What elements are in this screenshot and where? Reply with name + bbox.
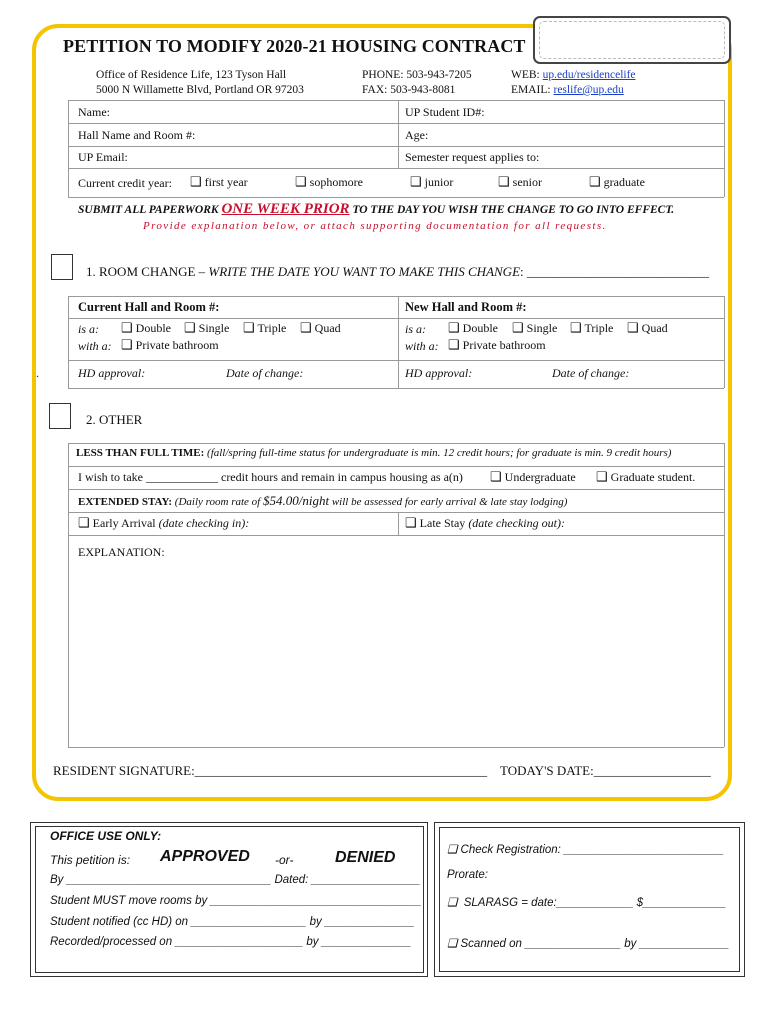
checkbox-icon: ❑: [410, 174, 422, 189]
checkbox-icon: ❑: [184, 320, 196, 335]
checkbox-sophomore[interactable]: [295, 174, 363, 190]
current-is-a: is a:: [78, 322, 99, 336]
checkbox-icon: ❑: [447, 897, 458, 909]
web-label: WEB:: [511, 69, 540, 81]
current-private-bath-checkbox[interactable]: [121, 337, 219, 353]
credit-year-label: Current credit year:: [78, 176, 172, 190]
divider: [68, 168, 724, 169]
checkbox-label: sophomore: [309, 175, 363, 189]
name-field[interactable]: Name:: [78, 105, 110, 119]
checkbox-label: Check Registration: _________________________: [460, 844, 724, 856]
checkbox-graduate[interactable]: [589, 174, 645, 190]
prorate-label: Prorate:: [447, 869, 488, 881]
checkbox-icon: ❑: [121, 320, 133, 335]
margin-dot: .: [36, 366, 39, 380]
checkbox-label: Private bathroom: [462, 338, 546, 352]
ext-note-b: will be assessed for early arrival & late stay lodging): [329, 496, 568, 508]
slarasg-checkbox[interactable]: [447, 895, 726, 909]
graduate-student-checkbox[interactable]: [596, 469, 695, 485]
approved-option[interactable]: APPROVED: [160, 848, 250, 865]
notice-emphasis: ONE WEEK PRIOR: [221, 201, 350, 217]
credit-hours-statement[interactable]: I wish to take ____________ credit hours and remain in campus housing as a(n): [78, 470, 463, 484]
divider: [68, 197, 724, 198]
divider: [68, 489, 724, 490]
divider: [68, 100, 724, 101]
notice-line2: Provide explanation below, or attach supporting documentation for all requests.: [143, 220, 607, 232]
divider: [68, 100, 69, 197]
new-private-bath-checkbox[interactable]: [448, 337, 546, 353]
checkbox-label: Late Stay: [419, 516, 466, 530]
new-double-checkbox[interactable]: [448, 320, 498, 336]
office-address-line2: 5000 N Willamette Blvd, Portland OR 97203: [96, 84, 304, 96]
new-single-checkbox[interactable]: [512, 320, 557, 336]
checkbox-icon: ❑: [190, 174, 202, 189]
late-stay-checkbox[interactable]: [405, 515, 565, 531]
resident-signature-field[interactable]: RESIDENT SIGNATURE:_____________________________________________: [53, 763, 488, 778]
ltft-note: (fall/spring full-time status for undergraduate is min. 12 credit hours; for graduate is min. 9 credit hours): [207, 447, 672, 459]
divider: [68, 466, 724, 467]
checkbox-icon: ❑: [295, 174, 307, 189]
divider: [68, 535, 724, 536]
checkbox-icon: ❑: [490, 469, 502, 484]
checkbox-label: Quad: [641, 321, 668, 335]
age-field[interactable]: Age:: [405, 128, 429, 142]
divider: [68, 296, 724, 297]
new-is-a: is a:: [405, 322, 426, 336]
received-stamp-inner: [539, 21, 725, 59]
current-single-checkbox[interactable]: [184, 320, 229, 336]
checkbox-icon: ❑: [300, 320, 312, 335]
checkbox-label: junior: [424, 175, 454, 189]
early-arrival-checkbox[interactable]: [78, 515, 249, 531]
other-checkbox[interactable]: [49, 403, 71, 429]
section1-heading: [86, 264, 709, 280]
checkbox-icon: ❑: [512, 320, 524, 335]
checkbox-label: Early Arrival: [92, 516, 156, 530]
explanation-label: EXPLANATION:: [78, 545, 165, 559]
new-hall-label[interactable]: New Hall and Room #:: [405, 300, 527, 314]
late-stay-note: (date checking out):: [468, 516, 565, 530]
office-use-heading: OFFICE USE ONLY:: [50, 829, 162, 843]
divider: [68, 388, 724, 389]
deadline-notice: [78, 201, 674, 218]
email-row: [511, 84, 624, 96]
checkbox-label: SLARASG = date:____________ $_____________: [463, 897, 727, 909]
recorded-line[interactable]: Recorded/processed on ____________________ by ______________: [50, 936, 412, 948]
denied-option[interactable]: DENIED: [335, 849, 396, 866]
explanation-textarea[interactable]: [70, 560, 722, 745]
ltft-label: LESS THAN FULL TIME:: [76, 447, 205, 459]
new-with-a: with a:: [405, 339, 439, 353]
web-row: [511, 69, 636, 81]
office-fax: FAX: 503-943-8081: [362, 84, 456, 96]
current-hd-approval[interactable]: HD approval:: [78, 366, 146, 380]
new-quad-checkbox[interactable]: [627, 320, 668, 336]
divider: [68, 512, 724, 513]
checkbox-icon: ❑: [627, 320, 639, 335]
notice-part1: SUBMIT ALL PAPERWORK: [78, 204, 219, 216]
checkbox-senior[interactable]: [498, 174, 542, 190]
current-quad-checkbox[interactable]: [300, 320, 341, 336]
current-double-checkbox[interactable]: [121, 320, 171, 336]
checkbox-label: senior: [512, 175, 542, 189]
section1-date-blank[interactable]: : ____________________________: [520, 264, 709, 279]
section2-heading: 2. OTHER: [86, 412, 143, 427]
student-id-field[interactable]: UP Student ID#:: [405, 105, 485, 119]
notice-part2: TO THE DAY YOU WISH THE CHANGE TO GO INTO EFFECT.: [352, 204, 675, 216]
email-field[interactable]: UP Email:: [78, 150, 128, 164]
todays-date-field[interactable]: TODAY'S DATE:__________________: [500, 763, 711, 778]
divider: [724, 443, 725, 747]
checkbox-label: Quad: [314, 321, 341, 335]
ext-rate: $54.00/night: [263, 493, 330, 508]
divider: [398, 512, 399, 535]
petition-is-label: This petition is:: [50, 853, 131, 867]
undergraduate-checkbox[interactable]: [490, 469, 576, 485]
early-arrival-note: (date checking in):: [158, 516, 250, 530]
checkbox-icon: ❑: [498, 174, 510, 189]
current-date-change[interactable]: Date of change:: [226, 366, 304, 380]
checkbox-icon: ❑: [447, 938, 458, 950]
new-triple-checkbox[interactable]: [570, 320, 613, 336]
office-phone: PHONE: 503-943-7205: [362, 69, 472, 81]
divider: [68, 123, 724, 124]
divider: [68, 443, 724, 444]
checkbox-junior[interactable]: [410, 174, 453, 190]
divider: [68, 146, 724, 147]
divider: [68, 360, 724, 361]
checkbox-label: Scanned on _______________ by ______________: [460, 938, 730, 950]
section1-instruction: WRITE THE DATE YOU WANT TO MAKE THIS CHANGE: [208, 264, 521, 279]
section1-title: 1. ROOM CHANGE –: [86, 264, 206, 279]
current-with-a: with a:: [78, 339, 112, 353]
office-address-line1: Office of Residence Life, 123 Tyson Hall: [96, 69, 287, 81]
form-title: PETITION TO MODIFY 2020-21 HOUSING CONTRACT: [63, 36, 526, 56]
checkbox-label: graduate: [603, 175, 645, 189]
divider: [68, 443, 69, 747]
checkbox-first-year[interactable]: [190, 174, 248, 190]
email-link[interactable]: reslife@up.edu: [553, 84, 624, 96]
email-label: EMAIL:: [511, 84, 551, 96]
checkbox-label: Private bathroom: [135, 338, 219, 352]
move-rooms-line[interactable]: Student MUST move rooms by _________________________________: [50, 895, 422, 907]
checkbox-icon: ❑: [447, 844, 458, 856]
checkbox-label: Graduate student.: [610, 470, 696, 484]
new-date-change[interactable]: Date of change:: [552, 366, 630, 380]
checkbox-label: Undergraduate: [504, 470, 576, 484]
ext-note-a: (Daily room rate of: [174, 496, 263, 508]
hall-room-field[interactable]: Hall Name and Room #:: [78, 128, 196, 142]
current-triple-checkbox[interactable]: [243, 320, 286, 336]
checkbox-icon: ❑: [243, 320, 255, 335]
or-separator: -or-: [275, 853, 294, 867]
notified-line[interactable]: Student notified (cc HD) on __________________ by ______________: [50, 916, 415, 928]
room-change-checkbox[interactable]: [51, 254, 73, 280]
divider: [68, 296, 69, 388]
checkbox-icon: ❑: [589, 174, 601, 189]
checkbox-label: Triple: [584, 321, 614, 335]
by-dated-line[interactable]: By ________________________________ Dated: _________________: [50, 874, 421, 886]
divider: [398, 100, 399, 168]
checkbox-icon: ❑: [78, 515, 90, 530]
checkbox-icon: ❑: [121, 337, 133, 352]
less-than-full-time-row: [76, 447, 671, 459]
checkbox-icon: ❑: [570, 320, 582, 335]
web-link[interactable]: up.edu/residencelife: [542, 69, 636, 81]
check-registration-checkbox[interactable]: [447, 842, 724, 856]
checkbox-label: Single: [526, 321, 558, 335]
checkbox-icon: ❑: [596, 469, 608, 484]
divider: [724, 296, 725, 388]
divider: [68, 747, 724, 748]
scanned-checkbox[interactable]: [447, 936, 729, 950]
checkbox-label: Double: [135, 321, 171, 335]
checkbox-icon: ❑: [448, 320, 460, 335]
divider: [68, 318, 724, 319]
new-hd-approval[interactable]: HD approval:: [405, 366, 473, 380]
checkbox-icon: ❑: [405, 515, 417, 530]
checkbox-label: Single: [198, 321, 230, 335]
extended-stay-row: [78, 493, 567, 509]
semester-field[interactable]: Semester request applies to:: [405, 150, 540, 164]
checkbox-label: Double: [462, 321, 498, 335]
checkbox-label: Triple: [257, 321, 287, 335]
current-hall-label[interactable]: Current Hall and Room #:: [78, 300, 220, 314]
divider: [398, 296, 399, 388]
divider: [724, 100, 725, 197]
checkbox-icon: ❑: [448, 337, 460, 352]
ext-label: EXTENDED STAY:: [78, 496, 173, 508]
checkbox-label: first year: [204, 175, 248, 189]
